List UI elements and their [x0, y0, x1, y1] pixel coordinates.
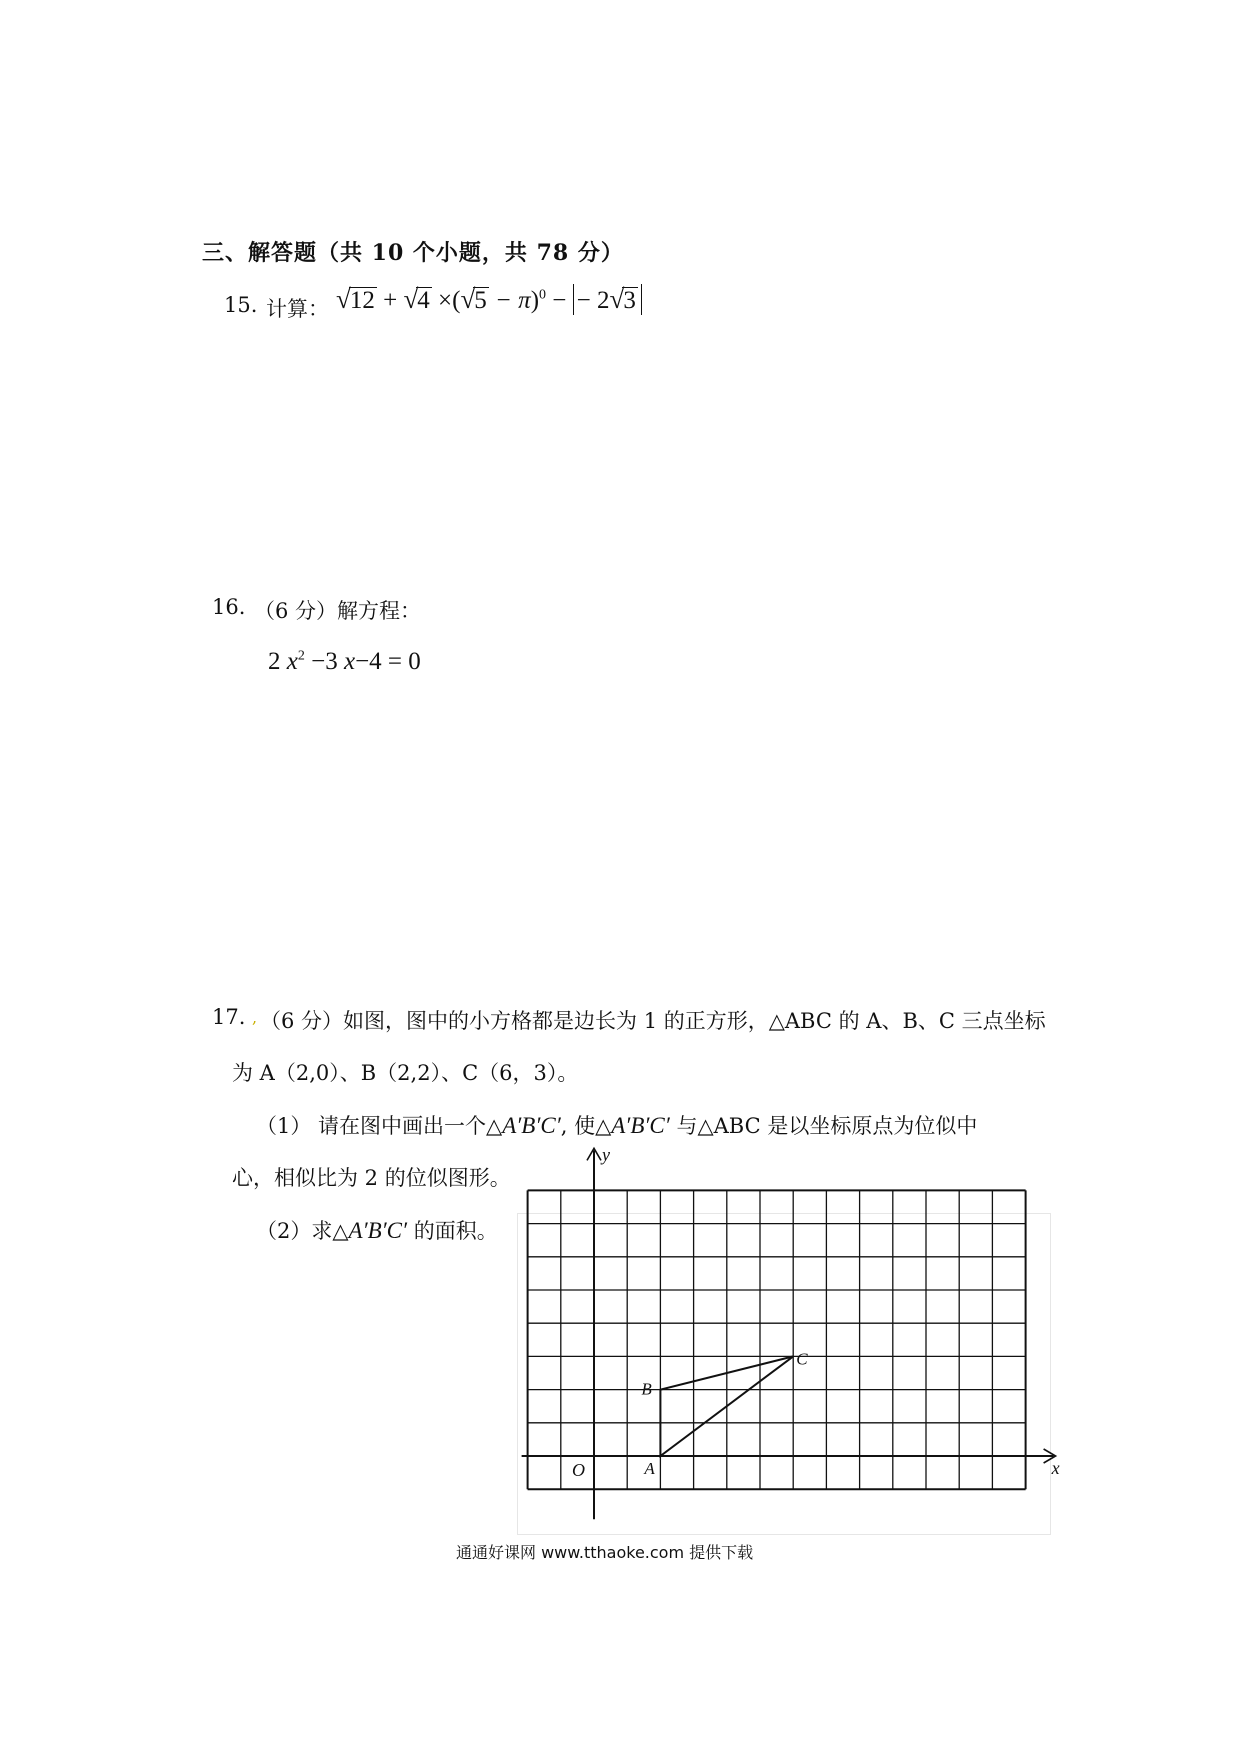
q17-number: 17.: [212, 1005, 246, 1029]
q16-number: 16.: [212, 595, 246, 619]
q16-var: x: [286, 648, 298, 675]
q17-line3-part-c: 与△ABC 是以坐标原点为位似中: [669, 1114, 978, 1138]
q15-radicand-2: 4: [417, 287, 430, 314]
q15-absolute-value: − 2√3: [573, 284, 642, 315]
point-b-label: B: [641, 1379, 652, 1399]
origin-label: O: [572, 1460, 585, 1480]
q15-radicand-1: 12: [349, 287, 375, 314]
q17-line2: 为 A（2,0）、B（2,2）、C（6，3）。: [232, 1061, 579, 1085]
q15-abs-inner: − 2: [576, 287, 610, 314]
q16-coef: 2: [268, 648, 281, 675]
x-axis-label: x: [1051, 1458, 1060, 1478]
q17-line5-part-b: 的面积。: [407, 1219, 498, 1243]
q15-lparen: (: [452, 287, 461, 314]
q15-radicand-4: 3: [623, 287, 636, 314]
grid-labels: [572, 1144, 1060, 1480]
q17-line3-part-a: （1） 请在图中画出一个△: [256, 1114, 503, 1138]
q15-minus-pi: − π: [495, 287, 531, 314]
q15-radicand-3: 5: [474, 287, 487, 314]
q17-triangle-label-2: A′B′C′: [611, 1113, 670, 1138]
q16-var2: x: [343, 648, 356, 675]
q17-line3-part-b: , 使△: [560, 1114, 612, 1138]
q16-term2: −3: [304, 648, 338, 675]
q17-triangle-label-3: A′B′C′: [348, 1218, 408, 1243]
q16-exp: 2: [297, 648, 305, 664]
q17-triangle-label-1: A′B′C′: [502, 1113, 561, 1138]
q15-expression: $√12 + √4 \times(√5 - \pi)^0$ − − 2√3: [336, 284, 642, 315]
q17-line4: 心，相似比为 2 的位似图形。: [232, 1166, 511, 1190]
q15-rparen: ): [530, 287, 540, 314]
point-a-label: A: [644, 1459, 655, 1478]
q15-plus: +: [383, 287, 398, 314]
q16-rest: −4 = 0: [355, 648, 421, 675]
axes: [522, 1148, 1056, 1519]
y-axis-label: y: [602, 1144, 610, 1165]
q15-number: 15.: [224, 293, 258, 317]
point-c-label: C: [796, 1349, 808, 1369]
q15-power: 0: [539, 287, 547, 303]
q15-times: ×: [438, 287, 453, 314]
q15-prompt: 计算：: [266, 297, 329, 321]
q15-minus: −: [552, 287, 567, 314]
grid-lines: [528, 1190, 1026, 1489]
q16-prompt: （6 分）解方程：: [254, 599, 422, 623]
q17-mark: ,: [252, 1008, 258, 1027]
footer-credit: 通通好课网 www.tthaoke.com 提供下载: [456, 1543, 754, 1562]
q17-line1: （6 分）如图，图中的小方格都是边长为 1 的正方形，△ABC 的 A、B、C 三点坐标: [260, 1009, 1046, 1033]
section-title: 三、解答题（共 10 个小题，共 78 分）: [202, 240, 624, 266]
q17-line5-part-a: （2）求△: [256, 1219, 349, 1243]
